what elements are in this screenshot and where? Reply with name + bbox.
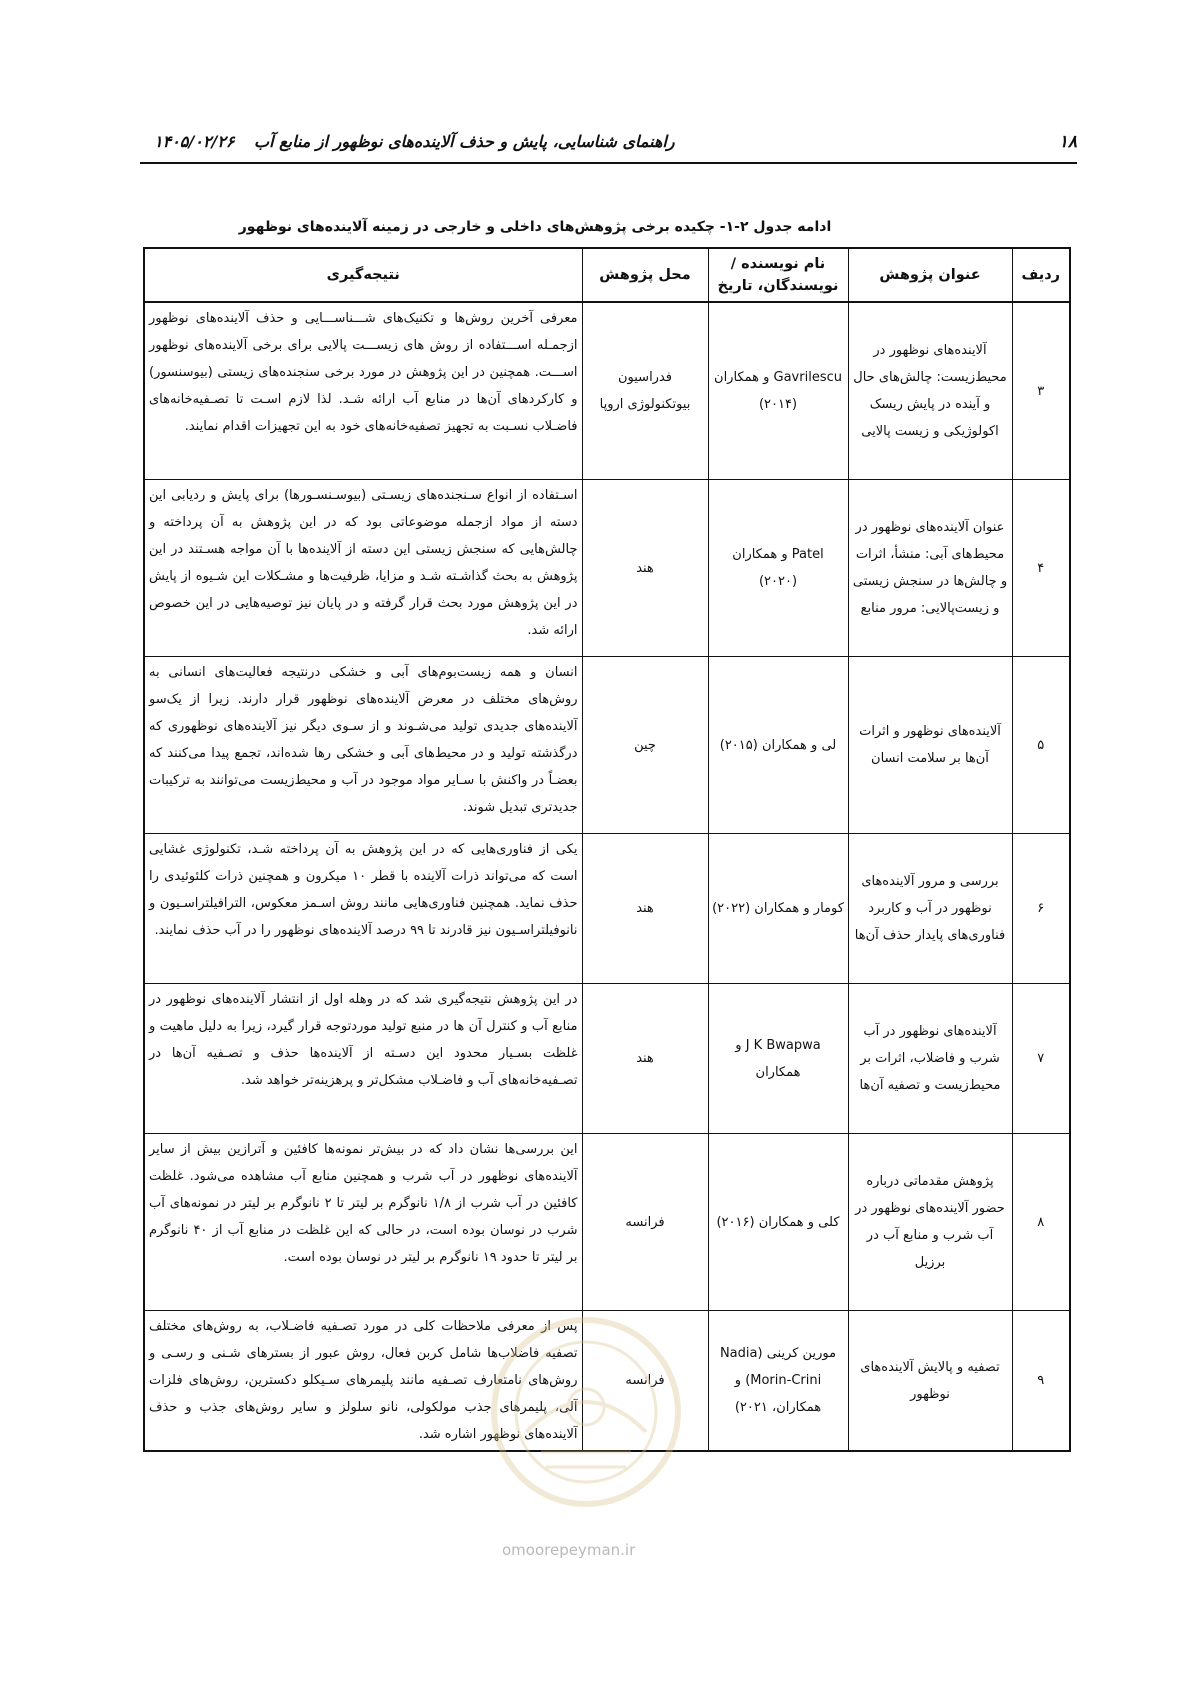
table-caption: ادامه جدول ۲-۱- چکیده برخی پژوهش‌های داخلی و خارجی در زمینه آلاینده‌های نوظهور [238, 219, 832, 235]
research-title: پژوهش مقدماتی درباره حضور آلاینده‌های نوظهور در آب شرب و منابع آب در برزیل [848, 1134, 1012, 1311]
research-place: فرانسه [582, 1311, 708, 1452]
research-authors: J K Bwapwa و همکاران [708, 984, 848, 1134]
table-row [144, 1134, 1070, 1311]
running-title [140, 132, 675, 151]
header-result: نتیجه‌گیری [144, 248, 582, 302]
research-place: چین [582, 657, 708, 834]
research-authors: کومار و همکاران (۲۰۲۲) [708, 834, 848, 984]
table-row [144, 657, 1070, 834]
research-title: آلاینده‌های نوظهور و اثرات آن‌ها بر سلامت انسان [848, 657, 1012, 834]
row-number: ۴ [1012, 480, 1070, 657]
research-result: پس از معرفی ملاحظات کلی در مورد تصـفیه فاضـلاب، به روش‌های مختلف تصفیه فاضلاب‌ها شامل کربن فعال، روش عبور از بسترهای شـنی و رسـی و روش‌های نامتعارف تصـفیه مانند پلیمرهای سـیکلو دکسترین، روش‌های فلزات آلی، پلیمرهای جذب مولکولی، نانو سلولز و سایر روش‌های جذب و حذف آلاینده‌های نوظهور اشاره شد. [144, 1311, 582, 1452]
row-number: ۳ [1012, 302, 1070, 480]
research-place: فرانسه [582, 1134, 708, 1311]
row-number: ۶ [1012, 834, 1070, 984]
research-authors: مورین کرینی (Nadia Morin-Crini) و همکاران، ۲۰۲۱) [708, 1311, 848, 1452]
research-place: هند [582, 480, 708, 657]
table-row [144, 984, 1070, 1134]
research-place: هند [582, 834, 708, 984]
research-result: در این پژوهش نتیجه‌گیری شد که در وهله اول از انتشار آلاینده‌های نوظهور در منابع آب و کنترل آن ها در منبع تولید موردتوجه قرار گیرد، زیرا به دلیل ماهیت و غلظت بسـیار محدود این دسـته از آلاینده‌ها حذف و تصـفیه آن‌ها در تصـفیه‌خانه‌های آب و فاضـلاب مشکل‌تر و پرهزینه‌تر خواهد شد. [144, 984, 582, 1134]
research-result: اسـتفاده از انواع سـنجنده‌های زیسـتی (بیوسـنسـورها) برای پایش و ردیابی این دسته از مواد ازجمله موضوعاتی بود که در این پژوهش به آن پرداخته و چالش‌هایی که سنجش زیستی این دسته از آلاینده‌ها با آن مواجه هسـتند در این پژوهش به بحث گذاشـته شـد و مزایا، ظرفیت‌ها و مشـکلات این شـیوه از پایش در این پژوهش مورد بحث قرار گرفته و در پایان نیز توصیه‌هایی در این خصوص ارائه شد. [144, 480, 582, 657]
research-result: انسان و همه زیست‌بوم‌های آبی و خشکی درنتیجه فعالیت‌های انسانی به روش‌های مختلف در معرض آلاینده‌های نوظهور قرار دارند. زیرا از یک‌سو آلاینده‌های جدیدی تولید می‌شـوند و از سـوی دیگر نیز آلاینده‌های نوظهوری که درگذشته تولید و در محیط‌های آبی و خشکی رها شده‌اند، تجمع پیدا می‌کنند که بعضـاً در واکنش با سـایر مواد موجود در آب و محیط‌زیست می‌توانند به ترکیبات جدیدتری تبدیل شوند. [144, 657, 582, 834]
header-authors-line1: نام نویسنده / [730, 256, 826, 272]
research-result: یکی از فناوری‌هایی که در این پژوهش به آن پرداخته شـد، تکنولوژی غشایی است که می‌تواند ذرات آلاینده با قطر ۱۰ میکرون و همچنین ذرات کلئوئیدی را حذف نماید. همچنین فناوری‌هایی مانند روش اسـمز معکوس، الترافیلتراسـیون و نانوفیلتراسـیون نیز قادرند تا ۹۹ درصد آلاینده‌های نوظهور را در آب حذف نمایند. [144, 834, 582, 984]
research-title: آلاینده‌های نوظهور در محیط‌زیست: چالش‌های حال و آینده در پایش ریسک اکولوژیکی و زیست پالایی [848, 302, 1012, 480]
research-authors: Patel و همکاران (۲۰۲۰) [708, 480, 848, 657]
table-header-row [144, 248, 1070, 302]
header-divider [140, 162, 1077, 164]
research-authors: لی و همکاران (۲۰۱۵) [708, 657, 848, 834]
research-place: فدراسیون بیوتکنولوژی اروپا [582, 302, 708, 480]
research-title: عنوان آلاینده‌های نوظهور در محیط‌های آبی: منشأ، اثرات و چالش‌ها در سنجش زیستی و زیست‌پالایی: مرور منابع [848, 480, 1012, 657]
row-number: ۸ [1012, 1134, 1070, 1311]
research-place: هند [582, 984, 708, 1134]
row-number: ۷ [1012, 984, 1070, 1134]
header-row-number: ردیف [1012, 248, 1070, 302]
running-title-text: راهنمای شناسایی، پایش و حذف آلاینده‌های نوظهور از منابع آب [254, 132, 675, 151]
table-row [144, 834, 1070, 984]
research-authors: Gavrilescu و همکاران (۲۰۱۴) [708, 302, 848, 480]
research-title: آلاینده‌های نوظهور در آب شرب و فاضلاب، اثرات بر محیط‌زیست و تصفیه آن‌ها [848, 984, 1012, 1134]
research-authors: کلی و همکاران (۲۰۱۶) [708, 1134, 848, 1311]
table-row [144, 302, 1070, 480]
header-place: محل پژوهش [582, 248, 708, 302]
research-result: این بررسی‌ها نشان داد که در بیش‌تر نمونه‌ها کافئین و آترازین بیش از سایر آلاینده‌های نوظهور در آب شرب و همچنین منابع آب مشاهده می‌شود. غلظت کافئین در آب شرب از ۱/۸ نانوگرم بر لیتر تا ۲ نانوگرم بر لیتر در نمونه‌های آب شرب در نوسان بوده است، در حالی که این غلظت در منابع آب از ۴۰ نانوگرم بر لیتر تا حدود ۱۹ نانوگرم بر لیتر در نوسان بوده است. [144, 1134, 582, 1311]
research-result: معرفی آخرین روش‌ها و تکنیک‌های شـــناســـایی و حذف آلاینده‌های نوظهور ازجمـله اســـتفاده از روش های زیســـت پالایی برای برخی آلاینده‌های نوظهور اســـت. همچنین در این پژوهش در مورد برخی سنجنده‌های زیستی (بیوسنسور) و کارکردهای آن‌ها در منابع آب ارائه شـد. لذا لازم اسـت تا تصـفیه‌خانه‌های فاضـلاب نسـبت به تجهیز تصفیه‌خانه‌های خود به این تجهیزات اقدام نمایند. [144, 302, 582, 480]
header-authors-line2: نویسندگان، تاریخ [717, 278, 839, 294]
row-number: ۹ [1012, 1311, 1070, 1452]
publisher-seal-icon [486, 1312, 686, 1512]
table-row [144, 480, 1070, 657]
watermark-text: omoorepeyman.ir [502, 1541, 636, 1559]
header-title: عنوان پژوهش [848, 248, 1012, 302]
document-code: ۱۴۰۵/۰۲/۲۶ [154, 132, 235, 151]
header-authors [708, 248, 848, 302]
research-table [143, 247, 1071, 1452]
page-header [140, 128, 1077, 164]
research-title: تصفیه و پالایش آلاینده‌های نوظهور [848, 1311, 1012, 1452]
row-number: ۵ [1012, 657, 1070, 834]
research-title: بررسی و مرور آلاینده‌های نوظهور در آب و کاربرد فناوری‌های پایدار حذف آن‌ها [848, 834, 1012, 984]
page-number: ۱۸ [1058, 132, 1077, 152]
